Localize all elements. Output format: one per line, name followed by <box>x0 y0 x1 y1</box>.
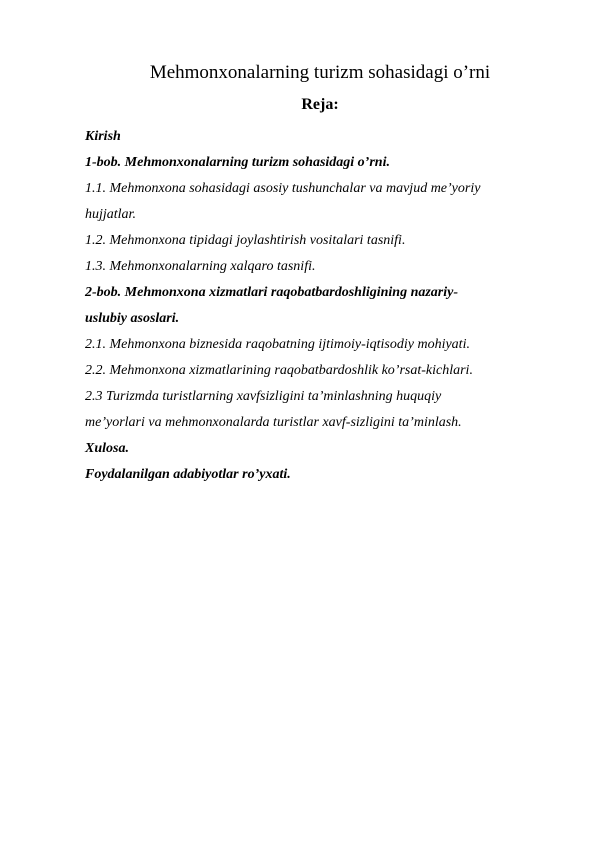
toc-line: 2.2. Mehmonxona xizmatlarining raqobatbardoshlik ko’rsat-kichlari. <box>85 363 473 378</box>
toc-line: hujjatlar. <box>85 207 136 222</box>
plan-heading: Reja: <box>301 96 339 113</box>
toc-line: Xulosa. <box>85 441 129 456</box>
toc-line: uslubiy asoslari. <box>85 311 180 326</box>
toc-line: me’yorlari va mehmonxonalarda turistlar xavf-sizligini ta’minlash. <box>85 415 462 430</box>
toc-line: Kirish <box>85 129 121 144</box>
toc-line: 1.2. Mehmonxona tipidagi joylashtirish vositalari tasnifi. <box>85 233 406 248</box>
toc-line: 2.1. Mehmonxona biznesida raqobatning ijtimoiy-iqtisodiy mohiyati. <box>85 337 470 352</box>
toc-line: 2-bob. Mehmonxona xizmatlari raqobatbardoshligining nazariy- <box>85 285 459 300</box>
toc-line: Foydalanilgan adabiyotlar ro’yxati. <box>85 467 291 482</box>
toc-line: 1-bob. Mehmonxonalarning turizm sohasidagi o’rni. <box>85 155 390 170</box>
toc-line: 2.3 Turizmda turistlarning xavfsizligini ta’minlashning huquqiy <box>85 389 442 404</box>
toc-line: 1.3. Mehmonxonalarning xalqaro tasnifi. <box>85 259 316 274</box>
toc-line: 1.1. Mehmonxona sohasidagi asosiy tushunchalar va mavjud me’yoriy <box>85 181 481 196</box>
document-title: Mehmonxonalarning turizm sohasidagi o’rni <box>149 62 491 83</box>
table-of-contents <box>85 124 555 488</box>
